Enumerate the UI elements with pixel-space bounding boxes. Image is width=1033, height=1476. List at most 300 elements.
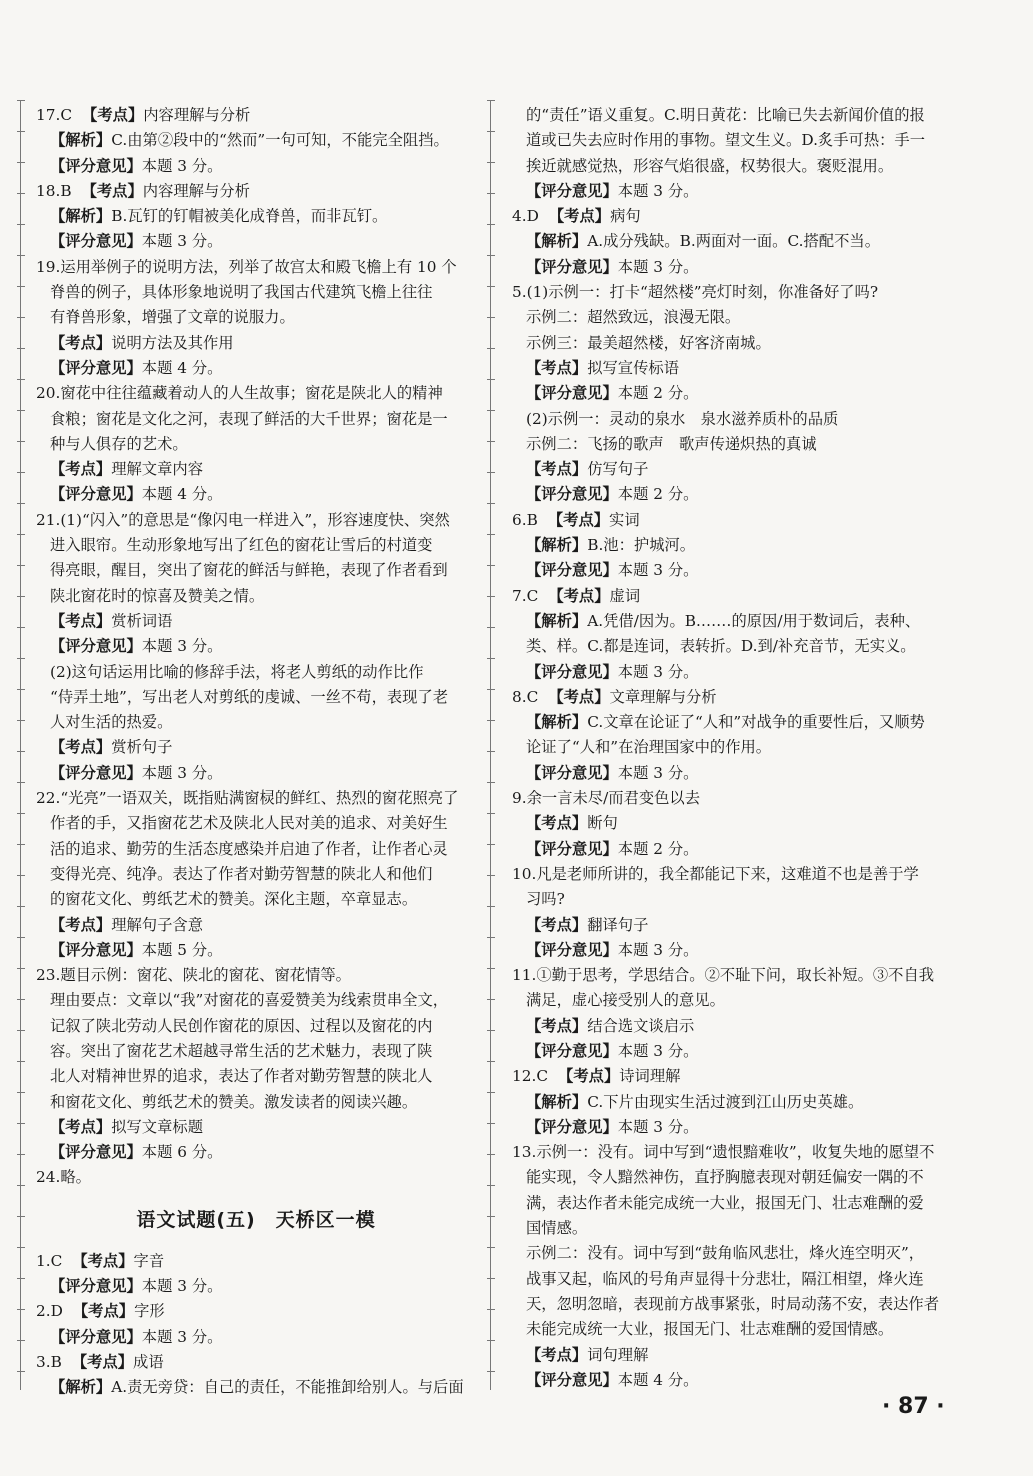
rail-tick (17, 968, 25, 969)
rail-tick (17, 131, 25, 132)
label-tag: 【评分意见】 (526, 485, 618, 504)
rail-tick (487, 348, 495, 349)
line-text: 仿写句子 (587, 460, 649, 479)
rail-tick (487, 1030, 495, 1031)
rail-tick (487, 224, 495, 225)
line-text: 24.略。 (36, 1168, 91, 1187)
rail-tick (17, 1278, 25, 1279)
left-answer-line (36, 356, 476, 381)
left-answer-line (36, 1165, 476, 1190)
line-text: 本题 3 分。 (141, 637, 223, 656)
line-text: 示例三：最美超然楼，好客济南城。 (526, 333, 771, 352)
rail-tick (17, 813, 25, 814)
line-text: 字形 (134, 1302, 165, 1321)
left-answer-line (36, 913, 476, 938)
line-text: 的窗花文化、剪纸艺术的赞美。深化主题，卒章显志。 (50, 890, 418, 909)
left-answer-line (36, 280, 476, 305)
rail-tick (17, 224, 25, 225)
line-text: 得亮眼，醒目，突出了窗花的鲜活与鲜艳，表现了作者看到 (50, 561, 448, 580)
label-tag: 【评分意见】 (50, 485, 142, 504)
line-text: 本题 4 分。 (617, 1370, 699, 1389)
left-answer-line (36, 179, 476, 204)
rail-tick (487, 1371, 495, 1372)
right-answer-line (512, 407, 952, 432)
left-answer-line (36, 1325, 476, 1350)
label-tag: 【评分意见】 (526, 940, 618, 959)
line-text: 成语 (133, 1352, 164, 1371)
question-number: 2.D (36, 1302, 63, 1321)
label-tag: 【考点】 (72, 1302, 135, 1321)
label-tag: 【解析】 (50, 207, 112, 226)
right-answer-line (512, 1292, 952, 1317)
rail-tick (487, 1278, 495, 1279)
binding-rail-left (20, 100, 21, 1390)
line-text: 13.示例一：没有。词中写到“遗恨黯难收”，收复失地的愿望不 (512, 1143, 935, 1162)
rail-tick (487, 286, 495, 287)
label-tag: 【考点】 (526, 814, 588, 833)
left-answer-line (36, 1064, 476, 1089)
line-text: 能实现，令人黯然神伤，直抒胸臆表现对朝廷偏安一隅的不 (526, 1168, 924, 1187)
rail-tick (487, 1061, 495, 1062)
rail-tick (17, 193, 25, 194)
left-answer-line (36, 1090, 476, 1115)
right-answer-line (512, 1368, 952, 1393)
rail-tick (487, 410, 495, 411)
rail-tick (487, 1185, 495, 1186)
left-answer-line (36, 1014, 476, 1039)
rail-tick (487, 1309, 495, 1310)
left-answer-line (36, 1249, 476, 1274)
label-tag: 【考点】 (547, 510, 610, 529)
line-text: 本题 2 分。 (617, 839, 699, 858)
left-answer-line (36, 938, 476, 963)
left-answer-line (36, 685, 476, 710)
line-text: 本题 3 分。 (617, 763, 699, 782)
label-tag: 【考点】 (548, 586, 610, 605)
line-text: 10.凡是老师所讲的，我全都能记下来，这难道不也是善于学 (512, 864, 919, 883)
label-tag: 【解析】 (526, 232, 588, 251)
line-text: 内容理解与分析 (143, 106, 251, 124)
right-answer-line (512, 255, 952, 280)
label-tag: 【评分意见】 (526, 384, 618, 403)
left-answer-line (36, 837, 476, 862)
right-answer-line (512, 1191, 952, 1216)
right-answer-line (512, 786, 952, 811)
rail-tick (487, 751, 495, 752)
left-answer-line (36, 305, 476, 330)
line-text: 理由要点：文章以“我”对窗花的喜爱赞美为线索贯串全文， (50, 991, 449, 1010)
label-tag: 【考点】 (50, 611, 112, 630)
answer-column-right (512, 103, 952, 1393)
line-text: 类、样。C.都是连词，表转折。D.到/补充音节，无实义。 (526, 637, 916, 656)
rail-tick (17, 1216, 25, 1217)
line-text: 词句理解 (587, 1345, 649, 1364)
right-answer-line (512, 584, 952, 609)
label-tag: 【解析】 (526, 1092, 588, 1111)
line-text: 理解文章内容 (111, 460, 203, 479)
right-answer-line (512, 154, 952, 179)
left-answer-line (36, 811, 476, 836)
left-answer-line (36, 482, 476, 507)
rail-tick (17, 1371, 25, 1372)
rail-tick (487, 131, 495, 132)
rail-tick (17, 1185, 25, 1186)
line-text: 脊兽的例子，具体形象地说明了我国古代建筑飞檐上往往 (50, 283, 433, 302)
line-text: 翻译句子 (587, 915, 649, 934)
left-answer-line (36, 786, 476, 811)
label-tag: 【考点】 (526, 460, 588, 479)
rail-tick (487, 503, 495, 504)
line-text: 人对生活的热爱。 (50, 713, 173, 732)
rail-tick (17, 410, 25, 411)
line-text: 本题 3 分。 (617, 181, 699, 200)
line-text: 论证了“人和”在治理国家中的作用。 (526, 738, 772, 757)
right-answer-line (512, 1064, 952, 1089)
right-answer-line (512, 331, 952, 356)
right-answer-line (512, 1267, 952, 1292)
line-text: 示例二：没有。词中写到“鼓角临风悲壮，烽火连空明灭”， (526, 1244, 925, 1263)
line-text: 21.(1)“闪入”的意思是“像闪电一样进入”，形容速度快、突然 (36, 510, 450, 529)
label-tag: 【考点】 (526, 358, 588, 377)
label-tag: 【评分意见】 (526, 257, 618, 276)
line-text: 内容理解与分析 (142, 181, 250, 200)
line-text: 有脊兽形象，增强了文章的说服力。 (50, 308, 295, 327)
left-answer-line (36, 457, 476, 482)
rail-tick (17, 255, 25, 256)
left-answer-line (36, 154, 476, 179)
line-text: 未能完成统一大业，报国无门、壮志难酬的爱国情感。 (526, 1320, 894, 1339)
right-answer-line (512, 457, 952, 482)
line-text: 变得光亮、纯净。表达了作者对勤劳智慧的陕北人和他们 (50, 864, 433, 883)
left-answer-line (36, 1350, 476, 1375)
rail-tick (487, 720, 495, 721)
rail-tick (487, 813, 495, 814)
rail-tick (487, 1092, 495, 1093)
line-text: 种与人俱存的艺术。 (50, 434, 188, 453)
line-text: 赏析词语 (111, 611, 173, 630)
right-answer-line (512, 558, 952, 583)
right-answer-line (512, 1165, 952, 1190)
line-text: 本题 2 分。 (617, 485, 699, 504)
right-answer-line (512, 1039, 952, 1064)
answer-column-left (36, 103, 476, 1401)
rail-tick (487, 162, 495, 163)
right-answer-line (512, 280, 952, 305)
line-text: 本题 5 分。 (141, 940, 223, 959)
line-text: 本题 3 分。 (141, 232, 223, 251)
right-answer-line (512, 887, 952, 912)
rail-tick (487, 379, 495, 380)
label-tag: 【评分意见】 (526, 662, 618, 681)
line-text: 和窗花文化、剪纸艺术的赞美。激发读者的阅读兴趣。 (50, 1092, 418, 1111)
page-number: · 87 · (882, 1394, 945, 1419)
rail-tick (17, 1123, 25, 1124)
line-text: 病句 (610, 207, 641, 226)
rail-tick (487, 100, 495, 101)
rail-tick (487, 689, 495, 690)
rail-tick (17, 534, 25, 535)
label-tag: 【考点】 (50, 333, 112, 352)
right-answer-line (512, 1090, 952, 1115)
right-answer-line (512, 1140, 952, 1165)
line-text: (2)示例一：灵动的泉水 泉水滋养质朴的品质 (526, 409, 839, 428)
rail-tick (487, 193, 495, 194)
line-text: B.池：护城河。 (587, 536, 696, 555)
label-tag: 【考点】 (526, 1345, 588, 1364)
question-number: 3.B (36, 1352, 62, 1371)
line-text: 本题 3 分。 (617, 940, 699, 959)
rail-tick (487, 627, 495, 628)
question-number: 6.B (512, 510, 538, 529)
question-number: 17.C (36, 106, 73, 124)
right-answer-line (512, 508, 952, 533)
line-text: 挨近就感觉热，形容气焰很盛，权势很大。褒贬混用。 (526, 156, 894, 175)
rail-tick (487, 968, 495, 969)
rail-tick (487, 1154, 495, 1155)
label-tag: 【解析】 (50, 1378, 112, 1397)
left-answer-line (36, 128, 476, 153)
line-text: 作者的手，又指窗花艺术及陕北人民对美的追求、对美好生 (50, 814, 448, 833)
line-text: 的“责任”语义重复。C.明日黄花：比喻已失去新闻价值的报 (526, 106, 925, 124)
line-text: C.文章在论证了“人和”对战争的重要性后，又顺势 (587, 713, 925, 732)
left-answer-line (36, 558, 476, 583)
label-tag: 【解析】 (50, 131, 112, 150)
right-answer-line (512, 609, 952, 634)
rail-tick (17, 441, 25, 442)
left-answer-line (36, 660, 476, 685)
label-tag: 【评分意见】 (526, 1117, 618, 1136)
line-text: 本题 3 分。 (617, 1041, 699, 1060)
rail-tick (17, 348, 25, 349)
line-text: A.成分残缺。B.两面对一面。C.搭配不当。 (587, 232, 880, 251)
rail-tick (487, 658, 495, 659)
left-answer-line (36, 1299, 476, 1324)
left-answer-line (36, 887, 476, 912)
line-text: 19.运用举例子的说明方法，列举了故宫太和殿飞檐上有 10 个 (36, 257, 457, 276)
label-tag: 【考点】 (82, 106, 144, 124)
line-text: 20.窗花中往往蕴藏着动人的人生故事；窗花是陕北人的精神 (36, 384, 443, 403)
label-tag: 【评分意见】 (50, 637, 142, 656)
left-answer-line (36, 862, 476, 887)
right-answer-line (512, 356, 952, 381)
rail-tick (17, 1154, 25, 1155)
line-text: 文章理解与分析 (609, 687, 717, 706)
rail-tick (487, 1247, 495, 1248)
line-text: 本题 3 分。 (617, 257, 699, 276)
rail-tick (17, 720, 25, 721)
line-text: 本题 3 分。 (141, 156, 223, 175)
right-answer-line (512, 533, 952, 558)
line-text: 北人对精神世界的追求，表达了作者对勤劳智慧的陕北人 (50, 1067, 433, 1086)
line-text: 本题 2 分。 (617, 384, 699, 403)
label-tag: 【评分意见】 (526, 181, 618, 200)
right-answer-line (512, 204, 952, 229)
line-text: 断句 (587, 814, 618, 833)
right-answer-line (512, 837, 952, 862)
line-text: 活的追求、勤劳的生活态度感染并启迪了作者，让作者心灵 (50, 839, 448, 858)
label-tag: 【评分意见】 (526, 839, 618, 858)
rail-tick (17, 782, 25, 783)
line-text: 理解句子含意 (111, 915, 203, 934)
line-text: B.瓦钉的钉帽被美化成脊兽，而非瓦钉。 (111, 207, 388, 226)
rail-tick (17, 162, 25, 163)
rail-tick (17, 596, 25, 597)
rail-tick (17, 751, 25, 752)
right-answer-line (512, 735, 952, 760)
question-number: 4.D (512, 207, 539, 226)
right-answer-line (512, 1014, 952, 1039)
rail-tick (17, 1030, 25, 1031)
right-answer-line (512, 1317, 952, 1342)
line-text: 食粮；窗花是文化之河，表现了鲜活的大千世界；窗花是一 (50, 409, 448, 428)
line-text: 22.“光亮”一语双关，既指贴满窗棂的鲜红、热烈的窗花照亮了 (36, 789, 459, 808)
line-text: 本题 3 分。 (617, 561, 699, 580)
right-answer-line (512, 305, 952, 330)
rail-tick (17, 1247, 25, 1248)
left-answer-line (36, 381, 476, 406)
left-answer-line (36, 508, 476, 533)
label-tag: 【评分意见】 (50, 763, 142, 782)
rail-tick (487, 472, 495, 473)
right-answer-line (512, 938, 952, 963)
right-answer-line (512, 685, 952, 710)
left-answer-line (36, 710, 476, 735)
rail-tick (487, 999, 495, 1000)
left-answer-line (36, 761, 476, 786)
question-number: 1.C (36, 1251, 63, 1270)
label-tag: 【评分意见】 (526, 763, 618, 782)
label-tag: 【考点】 (81, 181, 143, 200)
line-text: 本题 3 分。 (617, 1117, 699, 1136)
line-text: 11.①勤于思考，学思结合。②不耻下问，取长补短。③不自我 (512, 966, 935, 985)
label-tag: 【评分意见】 (50, 1143, 142, 1162)
left-answer-line (36, 988, 476, 1013)
line-text: 虚词 (609, 586, 641, 605)
left-answer-line (36, 1115, 476, 1140)
label-tag: 【评分意见】 (526, 561, 618, 580)
right-answer-line (512, 963, 952, 988)
label-tag: 【考点】 (548, 687, 610, 706)
left-answer-line (36, 609, 476, 634)
rail-tick (487, 875, 495, 876)
question-number: 7.C (512, 586, 539, 605)
rail-tick (17, 1092, 25, 1093)
label-tag: 【考点】 (548, 207, 611, 226)
rail-tick (17, 286, 25, 287)
left-answer-line (36, 533, 476, 558)
section-title: 语文试题(五) 天桥区一模 (136, 1208, 376, 1231)
label-tag: 【解析】 (526, 536, 588, 555)
left-answer-line (36, 963, 476, 988)
label-tag: 【评分意见】 (50, 156, 142, 175)
line-text: 本题 6 分。 (141, 1143, 223, 1162)
right-answer-line (512, 988, 952, 1013)
right-answer-line (512, 103, 952, 128)
rail-tick (487, 534, 495, 535)
question-number: 12.C (512, 1067, 549, 1086)
question-number: 18.B (36, 181, 72, 200)
rail-tick (17, 565, 25, 566)
label-tag: 【考点】 (50, 738, 112, 757)
right-answer-line (512, 710, 952, 735)
line-text: 示例二：飞扬的歌声 歌声传递炽热的真诚 (526, 434, 817, 453)
left-answer-line (36, 735, 476, 760)
label-tag: 【考点】 (71, 1352, 134, 1371)
line-text: 进入眼帘。生动形象地写出了红色的窗花让雪后的村道变 (50, 536, 433, 555)
line-text: 本题 3 分。 (141, 1327, 223, 1346)
line-text: C.下片由现实生活过渡到江山历史英雄。 (587, 1092, 864, 1111)
line-text: 陕北窗花时的惊喜及赞美之情。 (50, 586, 265, 605)
label-tag: 【评分意见】 (50, 358, 142, 377)
rail-tick (17, 999, 25, 1000)
label-tag: 【评分意见】 (50, 232, 142, 251)
line-text: 记叙了陕北劳动人民创作窗花的原因、过程以及窗花的内 (50, 1016, 433, 1035)
line-text: 天，忽明忽暗，表现前方战事紧张，时局动荡不安，表达作者 (526, 1294, 940, 1313)
line-text: 拟写文章标题 (111, 1117, 203, 1136)
label-tag: 【考点】 (526, 1016, 588, 1035)
line-text: 结合选文谈启示 (587, 1016, 695, 1035)
left-answer-line (36, 1140, 476, 1165)
label-tag: 【评分意见】 (50, 940, 142, 959)
rail-tick (487, 844, 495, 845)
question-number: 8.C (512, 687, 539, 706)
right-answer-line (512, 660, 952, 685)
line-text: 5.(1)示例一：打卡“超然楼”亮灯时刻，你准备好了吗? (512, 283, 879, 302)
line-text: 本题 3 分。 (617, 662, 699, 681)
right-answer-line (512, 1241, 952, 1266)
left-answer-line (36, 331, 476, 356)
line-text: 实词 (609, 510, 640, 529)
rail-tick (17, 658, 25, 659)
left-answer-line (36, 432, 476, 457)
line-text: A.责无旁贷：自己的责任，不能推卸给别人。与后面 (111, 1378, 464, 1397)
rail-tick (17, 1340, 25, 1341)
line-text: 国情感。 (526, 1219, 588, 1238)
label-tag: 【解析】 (526, 611, 588, 630)
right-answer-line (512, 381, 952, 406)
line-text: 容。突出了窗花艺术超越寻常生活的艺术魅力，表现了陕 (50, 1041, 433, 1060)
right-answer-line (512, 128, 952, 153)
right-answer-line (512, 811, 952, 836)
line-text: A.凭借/因为。B.……的原因/用于数词后，表种、 (587, 611, 921, 630)
rail-tick (17, 689, 25, 690)
label-tag: 【考点】 (526, 915, 588, 934)
label-tag: 【考点】 (50, 915, 112, 934)
rail-tick (487, 596, 495, 597)
label-tag: 【评分意见】 (50, 1327, 142, 1346)
left-answer-line (36, 407, 476, 432)
left-answer-line (36, 1274, 476, 1299)
label-tag: 【考点】 (558, 1067, 620, 1086)
line-text: 赏析句子 (111, 738, 173, 757)
rail-tick (17, 317, 25, 318)
line-text: 战事又起，临风的号角声显得十分悲壮，隔江相望，烽火连 (526, 1269, 924, 1288)
rail-tick (487, 317, 495, 318)
right-answer-line (512, 432, 952, 457)
label-tag: 【考点】 (72, 1251, 134, 1270)
right-answer-line (512, 862, 952, 887)
label-tag: 【考点】 (50, 1117, 112, 1136)
line-text: C.由第②段中的“然而”一句可知，不能完全阻挡。 (111, 131, 449, 150)
right-answer-line (512, 179, 952, 204)
rail-tick (17, 472, 25, 473)
label-tag: 【考点】 (50, 460, 112, 479)
line-text: 本题 4 分。 (141, 358, 223, 377)
line-text: 9.余一言未尽/而君变色以去 (512, 789, 701, 808)
rail-tick (17, 844, 25, 845)
right-answer-line (512, 229, 952, 254)
line-text: 满足，虚心接受别人的意见。 (526, 991, 725, 1010)
